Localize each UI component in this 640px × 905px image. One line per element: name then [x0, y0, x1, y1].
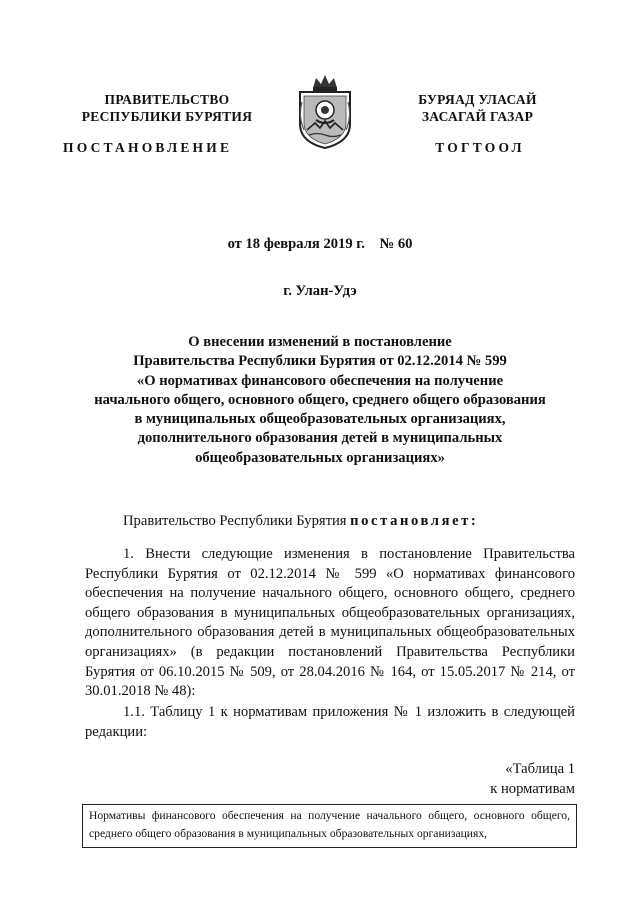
government-name-buryat	[375, 91, 580, 125]
government-name-buryat-line1: БУРЯАД УЛАСАЙ	[418, 92, 537, 107]
title-line: в муниципальных общеобразовательных организациях,	[134, 411, 506, 428]
preamble-text: Правительство Республики Бурятия	[123, 513, 351, 529]
government-name-line2: РЕСПУБЛИКИ БУРЯТИЯ	[81, 109, 253, 124]
table-caption-cell	[82, 804, 577, 848]
paragraph-1-1: 1.1. Таблицу 1 к нормативам приложения № 1 изложить в следующей редакции:	[85, 704, 575, 740]
title-line: начального общего, основного общего, среднего общего образования	[94, 391, 546, 408]
government-name-line1: ПРАВИТЕЛЬСТВО	[104, 92, 230, 107]
table-reference-line2: к нормативам	[490, 780, 575, 797]
coat-of-arms-icon	[296, 72, 354, 150]
title-line: общеобразовательных организациях»	[195, 449, 445, 466]
decree-title	[80, 333, 560, 468]
coat-of-arms-emblem	[296, 72, 354, 150]
document-type-russian: ПОСТАНОВЛЕНИЕ	[63, 140, 233, 155]
table-reference-line1: «Таблица 1	[505, 761, 575, 777]
table-caption-text: Нормативы финансового обеспечения на получение начального общего, основного общего, среднего общего образования в муниципальных образовательных организациях,	[89, 809, 570, 840]
preamble-emphasis: постановляет:	[350, 513, 479, 529]
title-line: «О нормативах финансового обеспечения на получение	[136, 372, 504, 389]
table-reference	[380, 760, 575, 799]
title-line: Правительства Республики Бурятия от 02.12.2014 № 599	[133, 353, 507, 370]
government-name-buryat-line2: ЗАСАГАЙ ГАЗАР	[421, 109, 534, 124]
title-line: дополнительного образования детей в муниципальных	[137, 430, 503, 447]
preamble	[123, 512, 583, 532]
decree-city: г. Улан-Удэ	[283, 283, 357, 299]
paragraph-1: 1. Внести следующие изменения в постановление Правительства Республики Бурятия от 02.12.2014 № 599 «О нормативах финансового обеспечения на получение начального общего, основного общего, среднего общего образования в муниципальных общеобразовательных организациях, дополнительного образования детей в муниципальных общеобразовательных организациях» (в редакции постановлений Правительства Республики Бурятия от 06.10.2015 № 509, от 28.04.2016 № 164, от 15.05.2017 № 214, от 30.01.2018 № 48):	[85, 546, 575, 700]
decree-date-number: от 18 февраля 2019 г. № 60	[227, 236, 413, 252]
document-type-buryat: ТОГТООЛ	[435, 140, 525, 155]
title-line: О внесении изменений в постановление	[188, 334, 452, 350]
government-name-russian	[62, 91, 272, 125]
